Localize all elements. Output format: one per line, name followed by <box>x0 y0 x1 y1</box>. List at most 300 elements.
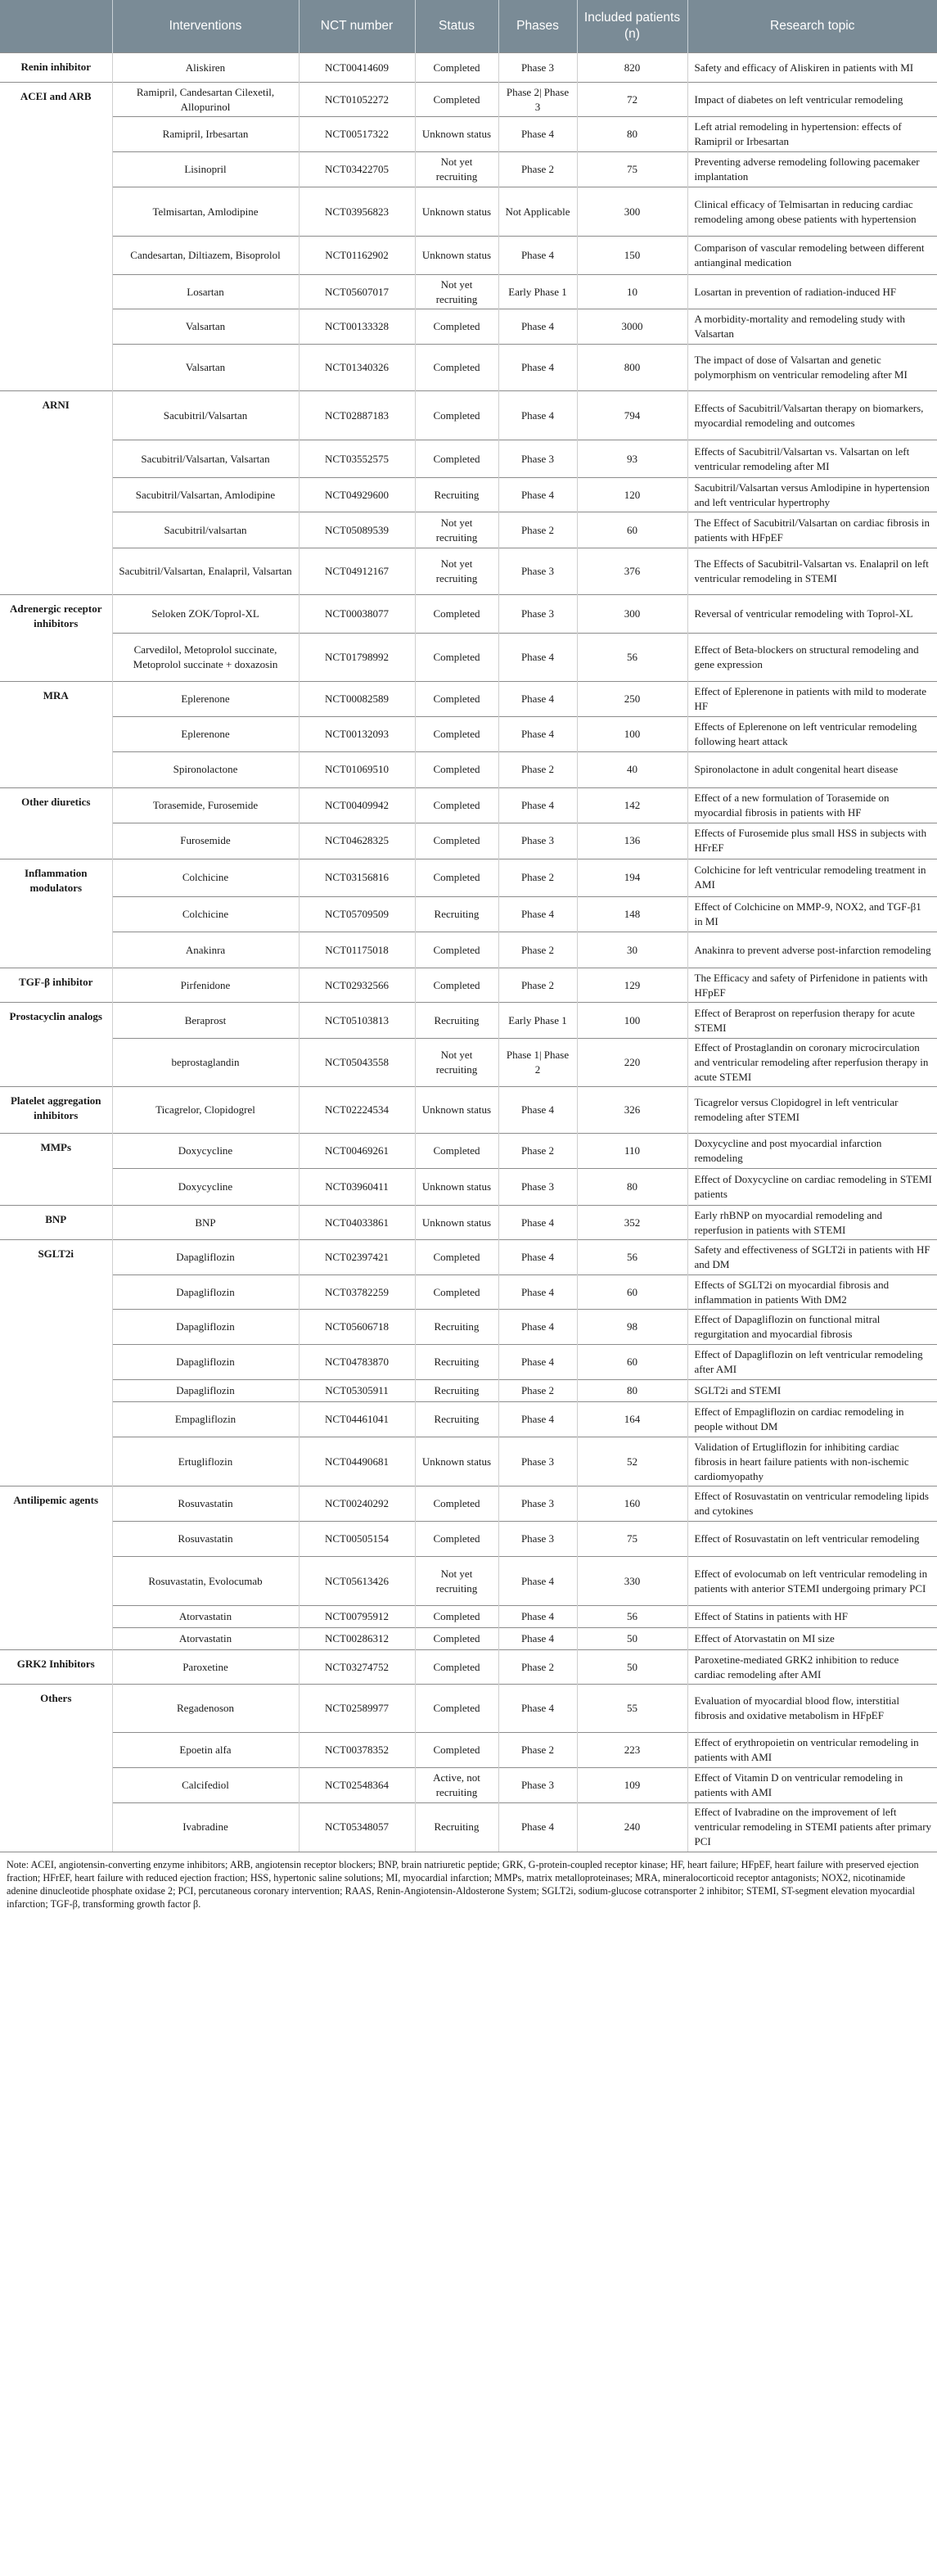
category-cell <box>0 478 112 512</box>
status-cell: Completed <box>415 751 498 787</box>
category-cell: SGLT2i <box>0 1240 112 1275</box>
interventions-cell: Sacubitril/valsartan <box>112 512 299 548</box>
research-topic-cell: Anakinra to prevent adverse post-infarction remodeling <box>687 932 937 968</box>
status-cell: Completed <box>415 1628 498 1650</box>
included-patients-cell: 100 <box>577 1003 687 1039</box>
included-patients-cell: 194 <box>577 859 687 897</box>
interventions-cell: Dapagliflozin <box>112 1240 299 1275</box>
table-row <box>0 968 937 1003</box>
status-cell: Recruiting <box>415 478 498 512</box>
phase-cell: Not Applicable <box>498 187 577 237</box>
phase-cell: Phase 3 <box>498 595 577 634</box>
category-cell <box>0 309 112 345</box>
included-patients-cell: 10 <box>577 275 687 309</box>
included-patients-cell: 164 <box>577 1402 687 1437</box>
category-cell: Others <box>0 1685 112 1733</box>
phase-cell: Phase 4 <box>498 391 577 440</box>
research-topic-cell: Effect of Eplerenone in patients with mild to moderate HF <box>687 681 937 716</box>
research-topic-cell: Doxycycline and post myocardial infarction remodeling <box>687 1134 937 1169</box>
research-topic-cell: Effects of SGLT2i on myocardial fibrosis and inflammation in patients With DM2 <box>687 1275 937 1310</box>
status-cell: Active, not recruiting <box>415 1768 498 1803</box>
category-cell <box>0 440 112 478</box>
table-body <box>0 53 937 1852</box>
table-row <box>0 1733 937 1768</box>
research-topic-cell: Effect of Empagliflozin on cardiac remodeling in people without DM <box>687 1402 937 1437</box>
status-cell: Completed <box>415 716 498 751</box>
table-row <box>0 345 937 391</box>
header-included-patients: Included patients (n) <box>577 0 687 53</box>
table-row <box>0 859 937 897</box>
status-cell: Completed <box>415 1685 498 1733</box>
interventions-cell: Sacubitril/Valsartan, Enalapril, Valsartan <box>112 548 299 595</box>
category-cell: Prostacyclin analogs <box>0 1003 112 1039</box>
nct-number-cell: NCT00240292 <box>299 1487 415 1522</box>
phase-cell: Phase 4 <box>498 309 577 345</box>
status-cell: Not yet recruiting <box>415 1039 498 1087</box>
phase-cell: Phase 2 <box>498 152 577 187</box>
included-patients-cell: 250 <box>577 681 687 716</box>
table-row <box>0 751 937 787</box>
interventions-cell: Epoetin alfa <box>112 1733 299 1768</box>
phase-cell: Phase 1| Phase 2 <box>498 1039 577 1087</box>
phase-cell: Phase 2 <box>498 932 577 968</box>
category-cell <box>0 716 112 751</box>
included-patients-cell: 330 <box>577 1557 687 1606</box>
status-cell: Not yet recruiting <box>415 512 498 548</box>
included-patients-cell: 100 <box>577 716 687 751</box>
category-cell <box>0 1628 112 1650</box>
table-row <box>0 1087 937 1134</box>
included-patients-cell: 52 <box>577 1437 687 1487</box>
category-cell <box>0 345 112 391</box>
status-cell: Recruiting <box>415 1003 498 1039</box>
included-patients-cell: 30 <box>577 932 687 968</box>
interventions-cell: Furosemide <box>112 823 299 859</box>
nct-number-cell: NCT02887183 <box>299 391 415 440</box>
research-topic-cell: Effect of Beraprost on reperfusion therapy for acute STEMI <box>687 1003 937 1039</box>
status-cell: Completed <box>415 787 498 823</box>
interventions-cell: Eplerenone <box>112 681 299 716</box>
interventions-cell: Dapagliflozin <box>112 1310 299 1345</box>
category-cell <box>0 1380 112 1402</box>
included-patients-cell: 60 <box>577 1275 687 1310</box>
status-cell: Not yet recruiting <box>415 275 498 309</box>
research-topic-cell: Effect of a new formulation of Torasemide on myocardial fibrosis in patients with HF <box>687 787 937 823</box>
included-patients-cell: 240 <box>577 1803 687 1852</box>
category-cell: Inflammation modulators <box>0 859 112 897</box>
category-cell <box>0 1557 112 1606</box>
nct-number-cell: NCT02397421 <box>299 1240 415 1275</box>
status-cell: Completed <box>415 1240 498 1275</box>
interventions-cell: Sacubitril/Valsartan, Amlodipine <box>112 478 299 512</box>
nct-number-cell: NCT04628325 <box>299 823 415 859</box>
status-cell: Completed <box>415 83 498 117</box>
header-status: Status <box>415 0 498 53</box>
table-row <box>0 117 937 152</box>
table-header <box>0 0 937 53</box>
status-cell: Recruiting <box>415 1380 498 1402</box>
category-cell: ACEI and ARB <box>0 83 112 117</box>
nct-number-cell: NCT04033861 <box>299 1206 415 1240</box>
table-row <box>0 1380 937 1402</box>
interventions-cell: Spironolactone <box>112 751 299 787</box>
header-interventions: Interventions <box>112 0 299 53</box>
status-cell: Completed <box>415 1275 498 1310</box>
status-cell: Not yet recruiting <box>415 548 498 595</box>
research-topic-cell: The Effect of Sacubitril/Valsartan on cardiac fibrosis in patients with HFpEF <box>687 512 937 548</box>
category-cell <box>0 1733 112 1768</box>
phase-cell: Phase 3 <box>498 823 577 859</box>
category-cell: Adrenergic receptor inhibitors <box>0 595 112 634</box>
included-patients-cell: 50 <box>577 1628 687 1650</box>
status-cell: Completed <box>415 309 498 345</box>
nct-number-cell: NCT05305911 <box>299 1380 415 1402</box>
phase-cell: Phase 4 <box>498 478 577 512</box>
interventions-cell: Losartan <box>112 275 299 309</box>
category-cell <box>0 512 112 548</box>
category-cell: Platelet aggregation inhibitors <box>0 1087 112 1134</box>
nct-number-cell: NCT00409942 <box>299 787 415 823</box>
interventions-cell: Pirfenidone <box>112 968 299 1003</box>
included-patients-cell: 56 <box>577 1606 687 1628</box>
table-row <box>0 83 937 117</box>
phase-cell: Phase 4 <box>498 1606 577 1628</box>
research-topic-cell: Reversal of ventricular remodeling with Toprol-XL <box>687 595 937 634</box>
table-row <box>0 187 937 237</box>
table-row <box>0 823 937 859</box>
phase-cell: Phase 4 <box>498 633 577 681</box>
research-topic-cell: Effect of Atorvastatin on MI size <box>687 1628 937 1650</box>
interventions-cell: Ramipril, Candesartan Cilexetil, Allopurinol <box>112 83 299 117</box>
interventions-cell: Beraprost <box>112 1003 299 1039</box>
nct-number-cell: NCT00795912 <box>299 1606 415 1628</box>
included-patients-cell: 150 <box>577 237 687 275</box>
research-topic-cell: Effect of evolocumab on left ventricular remodeling in patients with anterior STEMI undergoing primary PCI <box>687 1557 937 1606</box>
phase-cell: Phase 4 <box>498 681 577 716</box>
interventions-cell: Lisinopril <box>112 152 299 187</box>
research-topic-cell: Effect of Doxycycline on cardiac remodeling in STEMI patients <box>687 1169 937 1206</box>
research-topic-cell: Colchicine for left ventricular remodeling treatment in AMI <box>687 859 937 897</box>
nct-number-cell: NCT03274752 <box>299 1650 415 1685</box>
research-topic-cell: Losartan in prevention of radiation-induced HF <box>687 275 937 309</box>
category-cell <box>0 1345 112 1380</box>
table-row <box>0 275 937 309</box>
nct-number-cell: NCT05348057 <box>299 1803 415 1852</box>
status-cell: Unknown status <box>415 187 498 237</box>
status-cell: Unknown status <box>415 117 498 152</box>
research-topic-cell: Effects of Furosemide plus small HSS in subjects with HFrEF <box>687 823 937 859</box>
status-cell: Completed <box>415 1650 498 1685</box>
nct-number-cell: NCT05606718 <box>299 1310 415 1345</box>
category-cell <box>0 1803 112 1852</box>
nct-number-cell: NCT02589977 <box>299 1685 415 1733</box>
table-row <box>0 548 937 595</box>
phase-cell: Phase 2 <box>498 1650 577 1685</box>
phase-cell: Phase 4 <box>498 237 577 275</box>
table-row <box>0 1206 937 1240</box>
status-cell: Completed <box>415 681 498 716</box>
included-patients-cell: 148 <box>577 897 687 932</box>
interventions-cell: Dapagliflozin <box>112 1275 299 1310</box>
phase-cell: Phase 4 <box>498 1310 577 1345</box>
included-patients-cell: 56 <box>577 1240 687 1275</box>
research-topic-cell: Effect of Dapagliflozin on left ventricular remodeling after AMI <box>687 1345 937 1380</box>
phase-cell: Phase 4 <box>498 345 577 391</box>
nct-number-cell: NCT03156816 <box>299 859 415 897</box>
interventions-cell: Rosuvastatin <box>112 1487 299 1522</box>
included-patients-cell: 120 <box>577 478 687 512</box>
nct-number-cell: NCT00038077 <box>299 595 415 634</box>
research-topic-cell: Spironolactone in adult congenital heart disease <box>687 751 937 787</box>
category-cell: BNP <box>0 1206 112 1240</box>
nct-number-cell: NCT00469261 <box>299 1134 415 1169</box>
table-row <box>0 1685 937 1733</box>
nct-number-cell: NCT04490681 <box>299 1437 415 1487</box>
table-row <box>0 1240 937 1275</box>
research-topic-cell: The Efficacy and safety of Pirfenidone in patients with HFpEF <box>687 968 937 1003</box>
nct-number-cell: NCT02224534 <box>299 1087 415 1134</box>
nct-number-cell: NCT05089539 <box>299 512 415 548</box>
interventions-cell: Carvedilol, Metoprolol succinate, Metoprolol succinate + doxazosin <box>112 633 299 681</box>
table-row <box>0 237 937 275</box>
included-patients-cell: 72 <box>577 83 687 117</box>
status-cell: Completed <box>415 968 498 1003</box>
included-patients-cell: 326 <box>577 1087 687 1134</box>
research-topic-cell: The impact of dose of Valsartan and genetic polymorphism on ventricular remodeling after MI <box>687 345 937 391</box>
phase-cell: Phase 4 <box>498 787 577 823</box>
phase-cell: Phase 3 <box>498 1487 577 1522</box>
included-patients-cell: 142 <box>577 787 687 823</box>
nct-number-cell: NCT00517322 <box>299 117 415 152</box>
included-patients-cell: 80 <box>577 1169 687 1206</box>
phase-cell: Phase 2 <box>498 512 577 548</box>
research-topic-cell: Paroxetine-mediated GRK2 inhibition to reduce cardiac remodeling after AMI <box>687 1650 937 1685</box>
phase-cell: Phase 4 <box>498 1206 577 1240</box>
phase-cell: Phase 2 <box>498 1733 577 1768</box>
status-cell: Completed <box>415 932 498 968</box>
category-cell <box>0 897 112 932</box>
research-topic-cell: Left atrial remodeling in hypertension: effects of Ramipril or Irbesartan <box>687 117 937 152</box>
status-cell: Recruiting <box>415 1803 498 1852</box>
nct-number-cell: NCT01052272 <box>299 83 415 117</box>
category-cell <box>0 823 112 859</box>
status-cell: Not yet recruiting <box>415 1557 498 1606</box>
included-patients-cell: 129 <box>577 968 687 1003</box>
research-topic-cell: Impact of diabetes on left ventricular remodeling <box>687 83 937 117</box>
phase-cell: Phase 2 <box>498 751 577 787</box>
category-cell <box>0 1606 112 1628</box>
phase-cell: Early Phase 1 <box>498 275 577 309</box>
status-cell: Completed <box>415 1733 498 1768</box>
category-cell: Renin inhibitor <box>0 53 112 83</box>
interventions-cell: Rosuvastatin, Evolocumab <box>112 1557 299 1606</box>
nct-number-cell: NCT01069510 <box>299 751 415 787</box>
interventions-cell: Atorvastatin <box>112 1628 299 1650</box>
status-cell: Completed <box>415 1522 498 1557</box>
status-cell: Unknown status <box>415 1206 498 1240</box>
research-topic-cell: Evaluation of myocardial blood flow, interstitial fibrosis and oxidative metabolism in HFpEF <box>687 1685 937 1733</box>
phase-cell: Phase 4 <box>498 1240 577 1275</box>
interventions-cell: Paroxetine <box>112 1650 299 1685</box>
included-patients-cell: 794 <box>577 391 687 440</box>
phase-cell: Phase 4 <box>498 1803 577 1852</box>
research-topic-cell: Effect of Prostaglandin on coronary microcirculation and ventricular remodeling after reperfusion therapy in acute STEMI <box>687 1039 937 1087</box>
phase-cell: Phase 3 <box>498 548 577 595</box>
nct-number-cell: NCT03782259 <box>299 1275 415 1310</box>
table-row <box>0 787 937 823</box>
nct-number-cell: NCT05709509 <box>299 897 415 932</box>
table-row <box>0 391 937 440</box>
table-row <box>0 1437 937 1487</box>
category-cell <box>0 1275 112 1310</box>
interventions-cell: Empagliflozin <box>112 1402 299 1437</box>
table-row <box>0 681 937 716</box>
research-topic-cell: Comparison of vascular remodeling between different antianginal medication <box>687 237 937 275</box>
interventions-cell: Torasemide, Furosemide <box>112 787 299 823</box>
status-cell: Unknown status <box>415 1437 498 1487</box>
table-row <box>0 1768 937 1803</box>
nct-number-cell: NCT00286312 <box>299 1628 415 1650</box>
interventions-cell: Anakinra <box>112 932 299 968</box>
interventions-cell: Dapagliflozin <box>112 1380 299 1402</box>
included-patients-cell: 3000 <box>577 309 687 345</box>
nct-number-cell: NCT05043558 <box>299 1039 415 1087</box>
interventions-cell: Aliskiren <box>112 53 299 83</box>
table-row <box>0 1169 937 1206</box>
category-cell <box>0 633 112 681</box>
interventions-cell: beprostaglandin <box>112 1039 299 1087</box>
status-cell: Completed <box>415 859 498 897</box>
included-patients-cell: 300 <box>577 595 687 634</box>
nct-number-cell: NCT01162902 <box>299 237 415 275</box>
research-topic-cell: Effects of Sacubitril/Valsartan therapy on biomarkers, myocardial remodeling and outcomes <box>687 391 937 440</box>
category-cell <box>0 1169 112 1206</box>
category-cell <box>0 275 112 309</box>
research-topic-cell: Effects of Eplerenone on left ventricular remodeling following heart attack <box>687 716 937 751</box>
included-patients-cell: 56 <box>577 633 687 681</box>
included-patients-cell: 80 <box>577 1380 687 1402</box>
nct-number-cell: NCT05607017 <box>299 275 415 309</box>
phase-cell: Phase 4 <box>498 1087 577 1134</box>
table-row <box>0 309 937 345</box>
interventions-cell: Doxycycline <box>112 1169 299 1206</box>
status-cell: Completed <box>415 1606 498 1628</box>
category-cell: GRK2 Inhibitors <box>0 1650 112 1685</box>
phase-cell: Phase 4 <box>498 1275 577 1310</box>
included-patients-cell: 109 <box>577 1768 687 1803</box>
nct-number-cell: NCT01798992 <box>299 633 415 681</box>
category-cell: MRA <box>0 681 112 716</box>
included-patients-cell: 136 <box>577 823 687 859</box>
phase-cell: Early Phase 1 <box>498 1003 577 1039</box>
phase-cell: Phase 4 <box>498 1557 577 1606</box>
status-cell: Unknown status <box>415 1169 498 1206</box>
included-patients-cell: 75 <box>577 1522 687 1557</box>
nct-number-cell: NCT05103813 <box>299 1003 415 1039</box>
table-row <box>0 1402 937 1437</box>
category-cell: ARNI <box>0 391 112 440</box>
category-cell: Other diuretics <box>0 787 112 823</box>
table-row <box>0 1650 937 1685</box>
research-topic-cell: Effect of Statins in patients with HF <box>687 1606 937 1628</box>
table-row <box>0 1134 937 1169</box>
included-patients-cell: 80 <box>577 117 687 152</box>
table-row <box>0 478 937 512</box>
research-topic-cell: Ticagrelor versus Clopidogrel in left ventricular remodeling after STEMI <box>687 1087 937 1134</box>
category-cell <box>0 1768 112 1803</box>
nct-number-cell: NCT00133328 <box>299 309 415 345</box>
phase-cell: Phase 4 <box>498 716 577 751</box>
nct-number-cell: NCT00414609 <box>299 53 415 83</box>
status-cell: Recruiting <box>415 1310 498 1345</box>
included-patients-cell: 55 <box>577 1685 687 1733</box>
table-row <box>0 897 937 932</box>
interventions-cell: Regadenoson <box>112 1685 299 1733</box>
nct-number-cell: NCT05613426 <box>299 1557 415 1606</box>
included-patients-cell: 300 <box>577 187 687 237</box>
interventions-cell: Colchicine <box>112 859 299 897</box>
nct-number-cell: NCT03552575 <box>299 440 415 478</box>
interventions-cell: Sacubitril/Valsartan, Valsartan <box>112 440 299 478</box>
table-row <box>0 1606 937 1628</box>
header-category <box>0 0 112 53</box>
table-row <box>0 1522 937 1557</box>
nct-number-cell: NCT04929600 <box>299 478 415 512</box>
phase-cell: Phase 4 <box>498 117 577 152</box>
table-row <box>0 1803 937 1852</box>
interventions-cell: Candesartan, Diltiazem, Bisoprolol <box>112 237 299 275</box>
status-cell: Completed <box>415 440 498 478</box>
interventions-cell: Ticagrelor, Clopidogrel <box>112 1087 299 1134</box>
included-patients-cell: 60 <box>577 512 687 548</box>
included-patients-cell: 820 <box>577 53 687 83</box>
table-row <box>0 1310 937 1345</box>
nct-number-cell: NCT03422705 <box>299 152 415 187</box>
header-phases: Phases <box>498 0 577 53</box>
interventions-cell: Rosuvastatin <box>112 1522 299 1557</box>
status-cell: Recruiting <box>415 1402 498 1437</box>
table-row <box>0 1487 937 1522</box>
table-row <box>0 1628 937 1650</box>
nct-number-cell: NCT03960411 <box>299 1169 415 1206</box>
research-topic-cell: Effect of Beta-blockers on structural remodeling and gene expression <box>687 633 937 681</box>
table-row <box>0 633 937 681</box>
included-patients-cell: 376 <box>577 548 687 595</box>
table-row <box>0 932 937 968</box>
table-row <box>0 1039 937 1087</box>
research-topic-cell: Effect of erythropoietin on ventricular remodeling in patients with AMI <box>687 1733 937 1768</box>
research-topic-cell: Effect of Dapagliflozin on functional mitral regurgitation and myocardial fibrosis <box>687 1310 937 1345</box>
phase-cell: Phase 4 <box>498 897 577 932</box>
research-topic-cell: A morbidity-mortality and remodeling study with Valsartan <box>687 309 937 345</box>
interventions-cell: Ertugliflozin <box>112 1437 299 1487</box>
status-cell: Completed <box>415 391 498 440</box>
category-cell <box>0 187 112 237</box>
nct-number-cell: NCT02548364 <box>299 1768 415 1803</box>
table-row <box>0 512 937 548</box>
included-patients-cell: 220 <box>577 1039 687 1087</box>
research-topic-cell: Validation of Ertugliflozin for inhibiting cardiac fibrosis in heart failure patients with non-ischemic cardiomyopathy <box>687 1437 937 1487</box>
category-cell <box>0 751 112 787</box>
table-row <box>0 716 937 751</box>
research-topic-cell: Effect of Vitamin D on ventricular remodeling in patients with AMI <box>687 1768 937 1803</box>
interventions-cell: Valsartan <box>112 345 299 391</box>
phase-cell: Phase 3 <box>498 1169 577 1206</box>
table-row <box>0 152 937 187</box>
interventions-cell: Colchicine <box>112 897 299 932</box>
table-row <box>0 1557 937 1606</box>
research-topic-cell: SGLT2i and STEMI <box>687 1380 937 1402</box>
